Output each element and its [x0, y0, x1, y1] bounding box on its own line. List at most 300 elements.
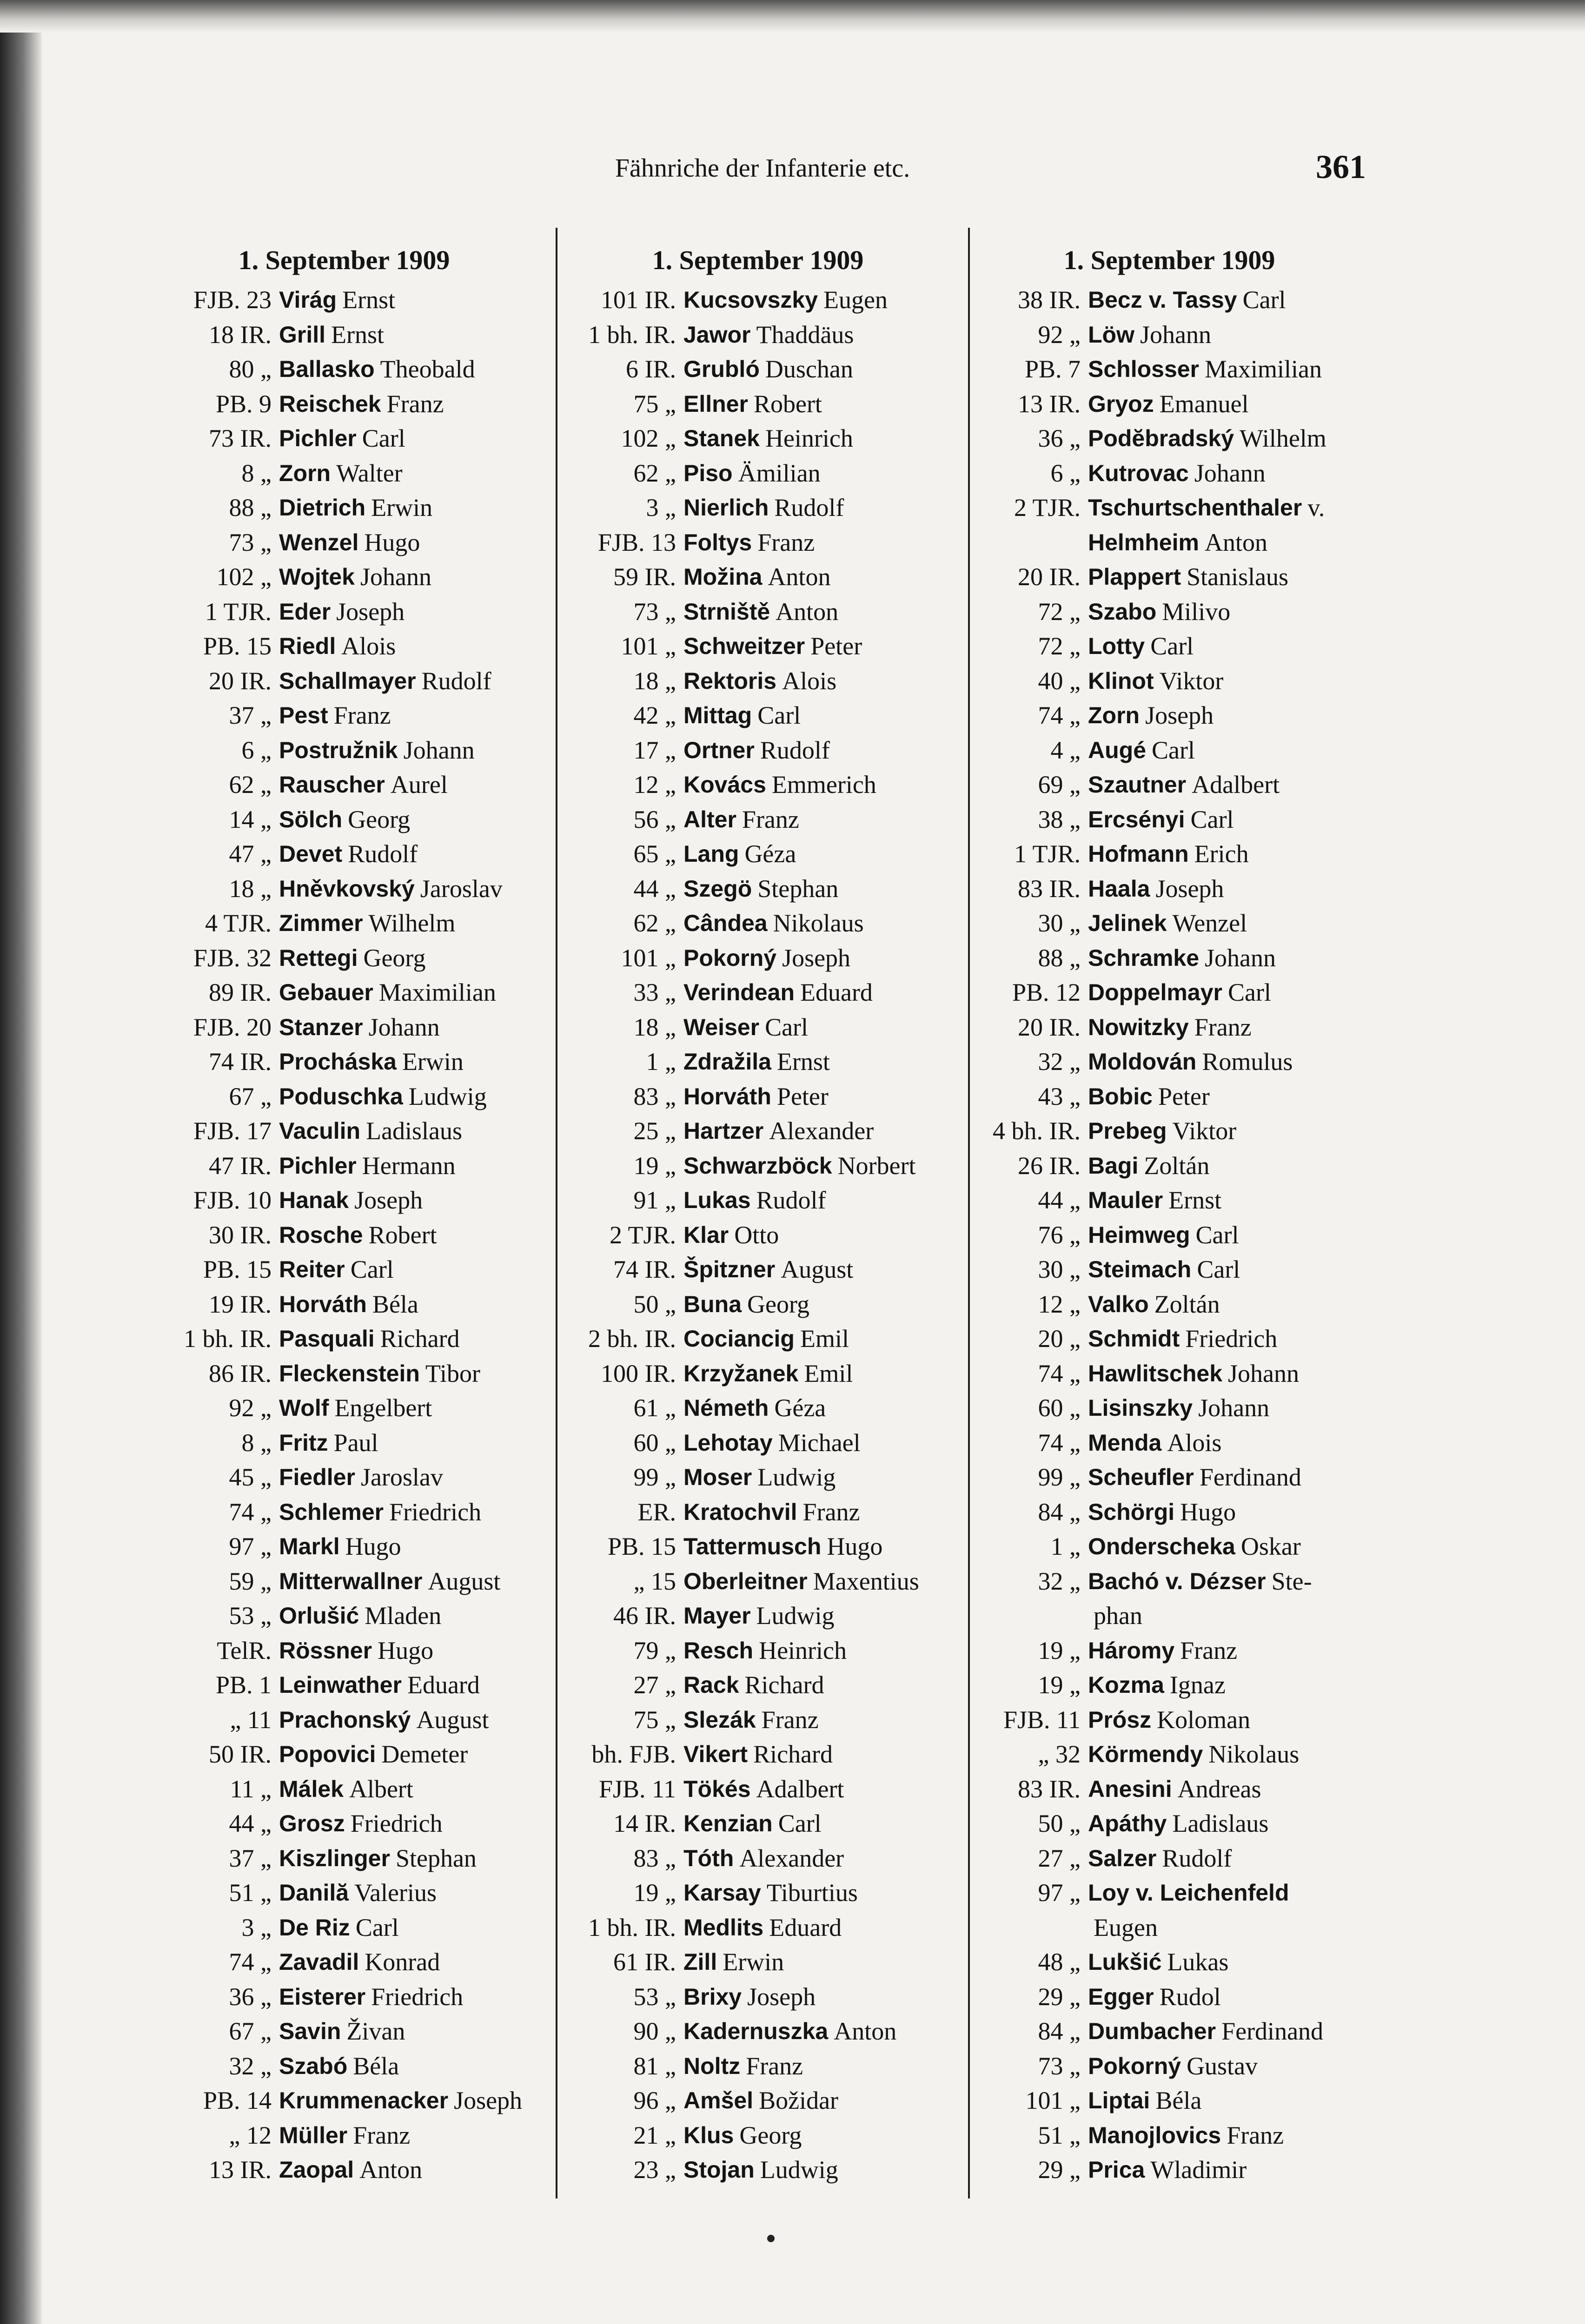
unit-designation: 56 „ — [633, 805, 676, 833]
surname: Háromy — [1088, 1637, 1175, 1664]
unit-designation: 61 IR. — [613, 1948, 676, 1976]
unit-designation: 47 „ — [229, 840, 272, 868]
unit-designation: 50 IR. — [209, 1740, 272, 1768]
unit-designation: 72 „ — [1038, 632, 1081, 660]
given-name: Eugen — [823, 286, 888, 314]
surname: Tóth — [683, 1845, 734, 1871]
unit-designation: 4 bh. IR. — [993, 1117, 1081, 1145]
given-name: Carl — [757, 701, 801, 729]
list-item — [967, 1668, 1372, 1703]
list-item — [967, 1737, 1372, 1772]
surname: Liptai — [1088, 2087, 1150, 2113]
list-item — [967, 1183, 1372, 1218]
given-name: Hugo — [378, 1636, 434, 1664]
given-name: Franz — [757, 528, 815, 556]
surname: Zorn — [279, 460, 331, 486]
unit-designation: 19 IR. — [209, 1290, 272, 1318]
surname: Prósz — [1088, 1706, 1152, 1733]
unit-designation: 101 „ — [621, 632, 676, 660]
given-name: Ernst — [331, 320, 385, 349]
list-item — [158, 2049, 530, 2084]
given-name: Joseph — [782, 944, 851, 972]
given-name: Maximilian — [378, 978, 496, 1006]
surname: Stanek — [683, 425, 760, 451]
surname: Fiedler — [279, 1464, 355, 1490]
unit-designation: 44 „ — [1038, 1186, 1081, 1214]
surname: Rosche — [279, 1221, 363, 1248]
unit-designation: 67 „ — [229, 1082, 272, 1110]
list-item — [158, 664, 530, 699]
list-item — [563, 1218, 953, 1253]
list-item — [967, 1391, 1372, 1426]
list-item — [563, 387, 953, 422]
unit-designation: 2 TJR. — [1014, 494, 1081, 522]
surname: Foltys — [683, 529, 752, 555]
list-item — [563, 1772, 953, 1807]
given-name: Carl — [350, 1255, 394, 1283]
given-name: Thaddäus — [756, 320, 854, 349]
unit-designation: 75 „ — [633, 1705, 676, 1734]
unit-designation: 83 IR. — [1018, 874, 1081, 903]
page-number: 361 — [1316, 148, 1366, 185]
list-item — [967, 1980, 1372, 2014]
list-item — [563, 1806, 953, 1841]
unit-designation: 45 „ — [229, 1463, 272, 1491]
given-name: Eugen — [1094, 1913, 1158, 1941]
list-item — [158, 525, 530, 560]
surname: Haala — [1088, 875, 1150, 902]
given-name: Carl — [1195, 1221, 1239, 1249]
given-name: Milivo — [1162, 597, 1231, 626]
list-item — [967, 1703, 1372, 1737]
list-item — [563, 1945, 953, 1980]
unit-designation: 74 IR. — [209, 1048, 272, 1076]
given-name: Franz — [1180, 1636, 1238, 1664]
column-heading: 1. September 1909 — [238, 245, 450, 275]
surname: Dumbacher — [1088, 2018, 1216, 2044]
given-name: Nikolaus — [1208, 1740, 1300, 1768]
surname: Kratochvil — [683, 1499, 797, 1525]
list-item — [563, 1149, 953, 1183]
unit-designation: 2 TJR. — [609, 1221, 676, 1249]
unit-designation: 59 „ — [229, 1567, 272, 1595]
given-name: Eduard — [800, 978, 873, 1006]
unit-designation: 74 „ — [229, 1948, 272, 1976]
unit-designation: 1 „ — [646, 1048, 676, 1076]
given-name: Johann — [1194, 459, 1266, 487]
unit-designation: FJB. 10 — [193, 1186, 272, 1214]
surname: Doppelmayr — [1088, 979, 1222, 1005]
unit-designation: 60 „ — [1038, 1394, 1081, 1422]
given-name: Georg — [739, 2121, 802, 2149]
surname: Ercsényi — [1088, 806, 1185, 832]
unit-designation: 61 „ — [633, 1394, 676, 1422]
list-item — [967, 698, 1372, 733]
surname: Helmheim — [1088, 529, 1199, 555]
given-name: Ernst — [776, 1048, 830, 1076]
surname: Schmidt — [1088, 1326, 1180, 1352]
unit-designation: 90 „ — [633, 2017, 676, 2045]
list-item — [967, 1218, 1372, 1253]
surname: Müller — [279, 2122, 348, 2148]
unit-designation: 50 „ — [633, 1290, 676, 1318]
surname: Körmendy — [1088, 1741, 1203, 1767]
surname: Tschurtschenthaler — [1088, 495, 1302, 521]
given-name: Johann — [360, 563, 431, 591]
list-item — [563, 560, 953, 594]
given-name: Georg — [747, 1290, 809, 1318]
surname: Ellner — [683, 390, 748, 417]
list-item — [158, 1183, 530, 1218]
surname: Pokorný — [1088, 2053, 1181, 2079]
given-name: Carl — [1190, 805, 1234, 833]
list-item — [158, 698, 530, 733]
list-item — [563, 1668, 953, 1703]
list-item — [563, 1633, 953, 1668]
unit-designation: 44 „ — [229, 1809, 272, 1837]
surname: Resch — [683, 1637, 754, 1664]
given-name: Duschan — [765, 355, 853, 383]
unit-designation: 14 „ — [229, 805, 272, 833]
list-item — [158, 1252, 530, 1287]
given-name: Albert — [349, 1775, 413, 1803]
unit-designation: FJB. 20 — [193, 1013, 272, 1041]
unit-designation: 19 „ — [1038, 1636, 1081, 1664]
unit-designation: 83 „ — [633, 1844, 676, 1872]
unit-designation: 23 „ — [633, 2156, 676, 2184]
given-name: Nikolaus — [773, 909, 864, 937]
surname: Grosz — [279, 1810, 345, 1836]
surname: Prebeg — [1088, 1118, 1167, 1144]
list-item — [563, 1321, 953, 1356]
column-heading: 1. September 1909 — [1063, 245, 1275, 275]
list-item — [158, 733, 530, 768]
given-name: Mladen — [365, 1602, 442, 1630]
given-name: Franz — [746, 2052, 803, 2080]
list-item — [158, 767, 530, 802]
surname: Augé — [1088, 737, 1146, 763]
unit-designation: 4 TJR. — [205, 909, 272, 937]
surname: Lotty — [1088, 633, 1145, 659]
list-item — [158, 629, 530, 664]
given-name: Franz — [333, 701, 391, 729]
surname: Menda — [1088, 1429, 1162, 1456]
surname: Reiter — [279, 1256, 345, 1282]
list-item — [563, 941, 953, 976]
surname: Vaculin — [279, 1118, 361, 1144]
book-spine-shadow — [0, 0, 42, 2324]
list-item — [158, 1321, 530, 1356]
surname: Popovici — [279, 1741, 376, 1767]
unit-designation: 27 „ — [1038, 1844, 1081, 1872]
unit-designation: 65 „ — [633, 840, 676, 868]
surname: Hawlitschek — [1088, 1360, 1223, 1386]
unit-designation: 19 „ — [633, 1879, 676, 1907]
surname: Scheufler — [1088, 1464, 1194, 1490]
given-name: August — [428, 1567, 501, 1595]
unit-designation: 33 „ — [633, 978, 676, 1006]
list-item — [967, 1633, 1372, 1668]
unit-designation: 101 „ — [1025, 2086, 1081, 2114]
list-item — [563, 421, 953, 456]
unit-designation: 14 IR. — [613, 1809, 676, 1837]
unit-designation: PB. 12 — [1012, 978, 1081, 1006]
surname: Szabó — [279, 2053, 348, 2079]
unit-designation: 84 „ — [1038, 1498, 1081, 1526]
list-item — [967, 1149, 1372, 1183]
given-name: Anton — [768, 563, 831, 591]
top-edge-shadow — [0, 0, 1585, 33]
given-name: Géza — [744, 840, 796, 868]
surname: Riedl — [279, 633, 336, 659]
unit-designation: 20 IR. — [1018, 563, 1081, 591]
unit-designation: FJB. 13 — [597, 528, 676, 556]
given-name: Zoltán — [1154, 1290, 1220, 1318]
given-name: Ernst — [1168, 1186, 1222, 1214]
unit-designation: 1 „ — [1050, 1532, 1081, 1560]
given-name: Hugo — [1180, 1498, 1236, 1526]
given-name: Stanislaus — [1187, 563, 1289, 591]
unit-designation: 32 „ — [1038, 1567, 1081, 1595]
given-name: Rudolf — [774, 494, 844, 522]
surname: Zavadil — [279, 1949, 359, 1975]
surname: Lisinszky — [1088, 1395, 1193, 1421]
given-name: Franz — [1194, 1013, 1252, 1041]
unit-designation: 36 „ — [1038, 424, 1081, 452]
given-name: Stephan — [395, 1844, 477, 1872]
list-item — [967, 560, 1372, 594]
list-item — [158, 1010, 530, 1045]
list-item — [967, 837, 1372, 872]
given-name: Koloman — [1157, 1705, 1251, 1734]
unit-designation: „ 12 — [229, 2121, 272, 2149]
given-name: Anton — [1204, 528, 1267, 556]
unit-designation: 27 „ — [633, 1671, 676, 1699]
given-name: Robert — [368, 1221, 437, 1249]
unit-designation: 30 „ — [1038, 1255, 1081, 1283]
given-name: Walter — [336, 459, 403, 487]
list-item — [563, 525, 953, 560]
surname: Medlits — [683, 1914, 764, 1941]
unit-designation: 20 IR. — [1018, 1013, 1081, 1041]
list-item — [563, 1010, 953, 1045]
list-item — [563, 1391, 953, 1426]
surname: Schramke — [1088, 944, 1200, 971]
given-name: Viktor — [1159, 667, 1224, 695]
unit-designation: 47 IR. — [209, 1151, 272, 1180]
unit-designation: 18 IR. — [209, 320, 272, 349]
given-name: Emmerich — [771, 771, 876, 799]
list-item — [967, 421, 1372, 456]
list-item — [158, 1564, 530, 1599]
unit-designation: 60 „ — [633, 1428, 676, 1457]
list-item — [158, 317, 530, 352]
list-item — [563, 767, 953, 802]
surname: Rössner — [279, 1637, 372, 1664]
list-item — [967, 317, 1372, 352]
surname: Egger — [1088, 1983, 1154, 2010]
given-name: Franz — [353, 2121, 411, 2149]
unit-designation — [967, 1910, 1088, 1945]
given-name: Rudolf — [756, 1186, 826, 1214]
surname: Možina — [683, 564, 763, 590]
surname: Mayer — [683, 1603, 751, 1629]
given-name: Heinrich — [765, 424, 853, 452]
given-name: Živan — [346, 2017, 405, 2045]
list-item — [158, 1426, 530, 1460]
given-name: Johann — [1205, 944, 1276, 972]
given-name: Tibor — [425, 1359, 480, 1387]
unit-designation: 3 „ — [646, 494, 676, 522]
surname: Bachó v. Dézser — [1088, 1568, 1266, 1594]
given-name: Ferdinand — [1221, 2017, 1324, 2045]
surname: Prachonský — [279, 1706, 411, 1733]
given-name: Zoltán — [1144, 1151, 1210, 1180]
unit-designation: 29 „ — [1038, 1982, 1081, 2011]
unit-designation: 51 „ — [1038, 2121, 1081, 2149]
unit-designation: 51 „ — [229, 1879, 272, 1907]
given-name: Maxentius — [813, 1567, 919, 1595]
surname: Kovács — [683, 772, 766, 798]
given-name: Alexander — [739, 1844, 844, 1872]
list-item — [563, 1287, 953, 1322]
list-item — [563, 1426, 953, 1460]
given-name: Rudolf — [348, 840, 418, 868]
given-name: Carl — [1152, 736, 1195, 764]
unit-designation: 74 „ — [1038, 701, 1081, 729]
list-item — [158, 2152, 530, 2187]
surname: Krzyžanek — [683, 1360, 799, 1386]
unit-designation: 19 „ — [633, 1151, 676, 1180]
unit-designation: 36 „ — [229, 1982, 272, 2011]
given-name: Joseph — [454, 2086, 523, 2114]
given-name: Hugo — [364, 528, 420, 556]
list-item — [563, 1460, 953, 1495]
unit-designation: PB. 15 — [203, 632, 272, 660]
unit-designation: 17 „ — [633, 736, 676, 764]
surname: Cândea — [683, 910, 768, 936]
list-item — [563, 2118, 953, 2153]
given-name: Jaroslav — [420, 874, 503, 903]
list-item — [563, 1875, 953, 1910]
surname: Klar — [683, 1221, 729, 1248]
surname: Karsay — [683, 1880, 761, 1906]
given-name: Emanuel — [1159, 390, 1249, 418]
given-name: Joseph — [747, 1982, 816, 2011]
list-item — [158, 2014, 530, 2049]
surname: Weiser — [683, 1014, 760, 1040]
surname: Horváth — [683, 1083, 771, 1109]
list-item — [563, 2152, 953, 2187]
given-name: phan — [1094, 1602, 1142, 1630]
surname: Zdražila — [683, 1049, 771, 1075]
given-name: Richard — [744, 1671, 824, 1699]
list-item — [563, 490, 953, 525]
unit-designation: TelR. — [217, 1636, 272, 1664]
surname: Becz v. Tassy — [1088, 287, 1237, 313]
list-item — [158, 1460, 530, 1495]
surname: Lukšić — [1088, 1949, 1162, 1975]
list-item — [158, 352, 530, 387]
unit-designation: 38 IR. — [1018, 286, 1081, 314]
surname: Procháska — [279, 1049, 397, 1075]
running-title: Fähnriche der Infanterie etc. — [615, 154, 910, 183]
surname: Zill — [683, 1949, 717, 1975]
unit-designation: 89 IR. — [209, 978, 272, 1006]
list-item — [563, 2083, 953, 2118]
unit-designation: 73 „ — [229, 528, 272, 556]
list-item — [158, 1287, 530, 1322]
surname: Grill — [279, 321, 326, 348]
list-item — [158, 1218, 530, 1253]
unit-designation: FJB. 17 — [193, 1117, 272, 1145]
list-item — [967, 1356, 1372, 1391]
surname: Lehotay — [683, 1429, 773, 1456]
unit-designation: „ 15 — [633, 1567, 676, 1595]
list-item — [967, 1841, 1372, 1876]
given-name: Stephan — [757, 874, 839, 903]
surname: Málek — [279, 1776, 344, 1802]
unit-designation: 30 „ — [1038, 909, 1081, 937]
surname: Pichler — [279, 1152, 357, 1179]
unit-designation: 32 „ — [1038, 1048, 1081, 1076]
list-item — [158, 1529, 530, 1564]
unit-designation: 80 „ — [229, 355, 272, 383]
surname: Manojlovics — [1088, 2122, 1221, 2148]
list-item — [563, 1703, 953, 1737]
list-item — [158, 975, 530, 1010]
list-item — [158, 387, 530, 422]
column-heading: 1. September 1909 — [652, 245, 864, 275]
list-item — [158, 2083, 530, 2118]
unit-designation: 1 TJR. — [205, 597, 272, 626]
list-item — [563, 352, 953, 387]
unit-designation: 3 „ — [241, 1913, 272, 1941]
surname: Oberleitner — [683, 1568, 808, 1594]
surname: Kenzian — [683, 1810, 773, 1836]
surname: Lukas — [683, 1187, 751, 1213]
given-name: Peter — [776, 1082, 829, 1110]
given-name: Franz — [802, 1498, 860, 1526]
given-name: Ladislaus — [1172, 1809, 1269, 1837]
list-item — [967, 1772, 1372, 1807]
list-item — [158, 1356, 530, 1391]
unit-designation: 72 „ — [1038, 597, 1081, 626]
surname: Tattermusch — [683, 1533, 822, 1559]
unit-designation: PB. 15 — [203, 1255, 272, 1283]
given-name: Carl — [1150, 632, 1194, 660]
list-item — [158, 1772, 530, 1807]
surname: Nowitzky — [1088, 1014, 1189, 1040]
surname: Zaopal — [279, 2157, 354, 2183]
unit-designation: 19 „ — [1038, 1671, 1081, 1699]
list-item — [967, 1460, 1372, 1495]
surname: Špitzner — [683, 1256, 776, 1282]
unit-designation: 99 „ — [1038, 1463, 1081, 1491]
list-item — [158, 1980, 530, 2014]
list-item — [967, 1044, 1372, 1079]
unit-designation: 37 „ — [229, 1844, 272, 1872]
surname: Kadernuszka — [683, 2018, 829, 2044]
surname: Dietrich — [279, 495, 366, 521]
list-item — [967, 2083, 1372, 2118]
surname: Devet — [279, 841, 343, 867]
surname: Jawor — [683, 321, 751, 348]
given-name: Ladislaus — [366, 1117, 463, 1145]
given-name: Erwin — [402, 1048, 464, 1076]
list-item — [158, 421, 530, 456]
surname: Amšel — [683, 2087, 754, 2113]
